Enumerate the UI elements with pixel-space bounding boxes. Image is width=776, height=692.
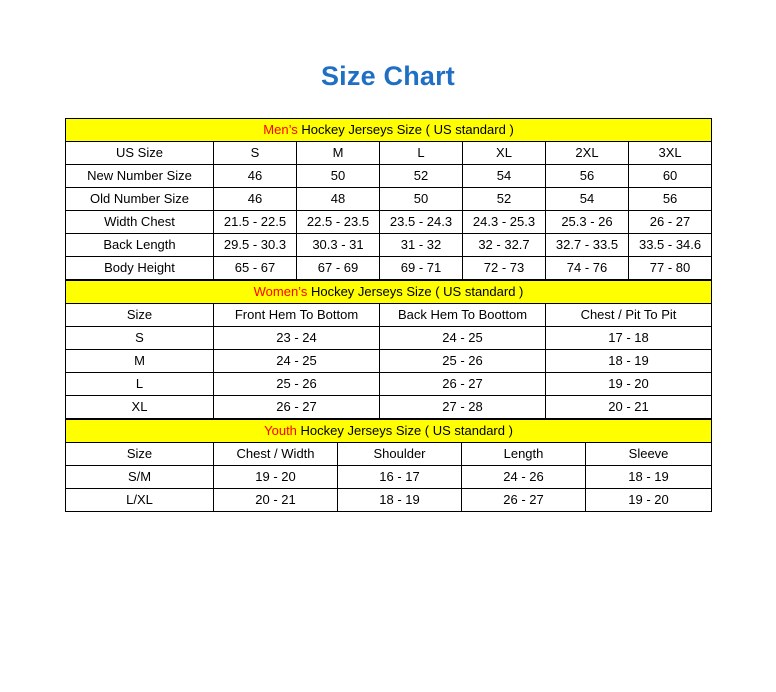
mens-row-1-val-0: 46 xyxy=(214,187,297,210)
youth-row-1-val-3: 19 - 20 xyxy=(586,488,712,511)
womens-row-1-label: M xyxy=(66,349,214,372)
mens-column-header-row xyxy=(66,141,712,164)
womens-section-heading-row xyxy=(66,280,712,303)
youth-column-header-row xyxy=(66,442,712,465)
mens-row-2-val-2: 23.5 - 24.3 xyxy=(380,210,463,233)
womens-row-0-val-2: 17 - 18 xyxy=(546,326,712,349)
table-row xyxy=(66,395,712,418)
mens-row-0-val-5: 60 xyxy=(629,164,712,187)
table-row xyxy=(66,372,712,395)
mens-section-heading-row xyxy=(66,118,712,141)
womens-row-3-val-0: 26 - 27 xyxy=(214,395,380,418)
mens-size-table xyxy=(65,118,712,280)
mens-row-1-val-4: 54 xyxy=(546,187,629,210)
mens-row-2-val-1: 22.5 - 23.5 xyxy=(297,210,380,233)
mens-col-4: XL xyxy=(463,141,546,164)
mens-row-1-val-3: 52 xyxy=(463,187,546,210)
table-row xyxy=(66,326,712,349)
womens-row-1-val-1: 25 - 26 xyxy=(380,349,546,372)
mens-row-3-label: Back Length xyxy=(66,233,214,256)
womens-row-3-val-2: 20 - 21 xyxy=(546,395,712,418)
mens-col-3: L xyxy=(380,141,463,164)
table-row xyxy=(66,349,712,372)
youth-heading-rest: Hockey Jerseys Size ( US standard ) xyxy=(296,423,513,439)
mens-row-0-val-2: 52 xyxy=(380,164,463,187)
womens-heading-rest: Hockey Jerseys Size ( US standard ) xyxy=(307,284,524,300)
womens-row-0-val-1: 24 - 25 xyxy=(380,326,546,349)
youth-row-1-val-0: 20 - 21 xyxy=(214,488,338,511)
youth-row-1-val-1: 18 - 19 xyxy=(338,488,462,511)
mens-heading-accent: Men’s xyxy=(263,122,298,138)
youth-col-0: Size xyxy=(66,442,214,465)
mens-row-4-val-3: 72 - 73 xyxy=(463,256,546,279)
youth-section-heading-row xyxy=(66,419,712,442)
youth-col-2: Shoulder xyxy=(338,442,462,465)
womens-row-1-val-0: 24 - 25 xyxy=(214,349,380,372)
mens-row-0-val-4: 56 xyxy=(546,164,629,187)
mens-row-2-val-5: 26 - 27 xyxy=(629,210,712,233)
youth-col-1: Chest / Width xyxy=(214,442,338,465)
womens-row-3-label: XL xyxy=(66,395,214,418)
mens-row-2-val-3: 24.3 - 25.3 xyxy=(463,210,546,233)
womens-row-2-val-2: 19 - 20 xyxy=(546,372,712,395)
womens-heading-accent: Women’s xyxy=(253,284,308,300)
table-row xyxy=(66,210,712,233)
womens-column-header-row xyxy=(66,303,712,326)
youth-size-table xyxy=(65,419,712,512)
mens-row-1-val-2: 50 xyxy=(380,187,463,210)
mens-row-4-val-0: 65 - 67 xyxy=(214,256,297,279)
womens-col-2: Back Hem To Boottom xyxy=(380,303,546,326)
womens-row-2-val-0: 25 - 26 xyxy=(214,372,380,395)
table-row xyxy=(66,233,712,256)
womens-size-table xyxy=(65,280,712,419)
womens-row-1-val-2: 18 - 19 xyxy=(546,349,712,372)
mens-row-4-label: Body Height xyxy=(66,256,214,279)
mens-row-3-val-2: 31 - 32 xyxy=(380,233,463,256)
mens-row-3-val-4: 32.7 - 33.5 xyxy=(546,233,629,256)
mens-col-1: S xyxy=(214,141,297,164)
mens-row-3-val-5: 33.5 - 34.6 xyxy=(629,233,712,256)
womens-row-3-val-1: 27 - 28 xyxy=(380,395,546,418)
mens-row-0-val-3: 54 xyxy=(463,164,546,187)
womens-col-1: Front Hem To Bottom xyxy=(214,303,380,326)
youth-row-0-val-1: 16 - 17 xyxy=(338,465,462,488)
mens-row-2-val-4: 25.3 - 26 xyxy=(546,210,629,233)
youth-col-3: Length xyxy=(462,442,586,465)
youth-section-heading xyxy=(66,419,712,442)
youth-row-1-label: L/XL xyxy=(66,488,214,511)
mens-row-4-val-4: 74 - 76 xyxy=(546,256,629,279)
mens-row-2-label: Width Chest xyxy=(66,210,214,233)
mens-row-3-val-0: 29.5 - 30.3 xyxy=(214,233,297,256)
youth-row-1-val-2: 26 - 27 xyxy=(462,488,586,511)
womens-row-0-val-0: 23 - 24 xyxy=(214,326,380,349)
mens-heading-rest: Hockey Jerseys Size ( US standard ) xyxy=(297,122,514,138)
mens-row-3-val-1: 30.3 - 31 xyxy=(297,233,380,256)
womens-section-heading xyxy=(66,280,712,303)
youth-row-0-val-0: 19 - 20 xyxy=(214,465,338,488)
youth-row-0-val-2: 24 - 26 xyxy=(462,465,586,488)
mens-row-1-val-1: 48 xyxy=(297,187,380,210)
mens-row-4-val-5: 77 - 80 xyxy=(629,256,712,279)
mens-row-1-label: Old Number Size xyxy=(66,187,214,210)
youth-col-4: Sleeve xyxy=(586,442,712,465)
mens-col-6: 3XL xyxy=(629,141,712,164)
mens-col-0: US Size xyxy=(66,141,214,164)
womens-row-2-label: L xyxy=(66,372,214,395)
mens-row-4-val-1: 67 - 69 xyxy=(297,256,380,279)
mens-row-3-val-3: 32 - 32.7 xyxy=(463,233,546,256)
youth-row-0-label: S/M xyxy=(66,465,214,488)
size-tables xyxy=(65,92,711,512)
womens-row-0-label: S xyxy=(66,326,214,349)
mens-row-0-val-1: 50 xyxy=(297,164,380,187)
mens-row-2-val-0: 21.5 - 22.5 xyxy=(214,210,297,233)
mens-row-0-label: New Number Size xyxy=(66,164,214,187)
table-row xyxy=(66,256,712,279)
mens-col-5: 2XL xyxy=(546,141,629,164)
mens-row-0-val-0: 46 xyxy=(214,164,297,187)
womens-col-3: Chest / Pit To Pit xyxy=(546,303,712,326)
youth-heading-accent: Youth xyxy=(264,423,297,439)
youth-row-0-val-3: 18 - 19 xyxy=(586,465,712,488)
womens-row-2-val-1: 26 - 27 xyxy=(380,372,546,395)
mens-col-2: M xyxy=(297,141,380,164)
mens-row-1-val-5: 56 xyxy=(629,187,712,210)
mens-section-heading xyxy=(66,118,712,141)
table-row xyxy=(66,187,712,210)
table-row xyxy=(66,488,712,511)
page-title: Size Chart xyxy=(320,61,456,91)
table-row xyxy=(66,164,712,187)
womens-col-0: Size xyxy=(66,303,214,326)
table-row xyxy=(66,465,712,488)
mens-row-4-val-2: 69 - 71 xyxy=(380,256,463,279)
